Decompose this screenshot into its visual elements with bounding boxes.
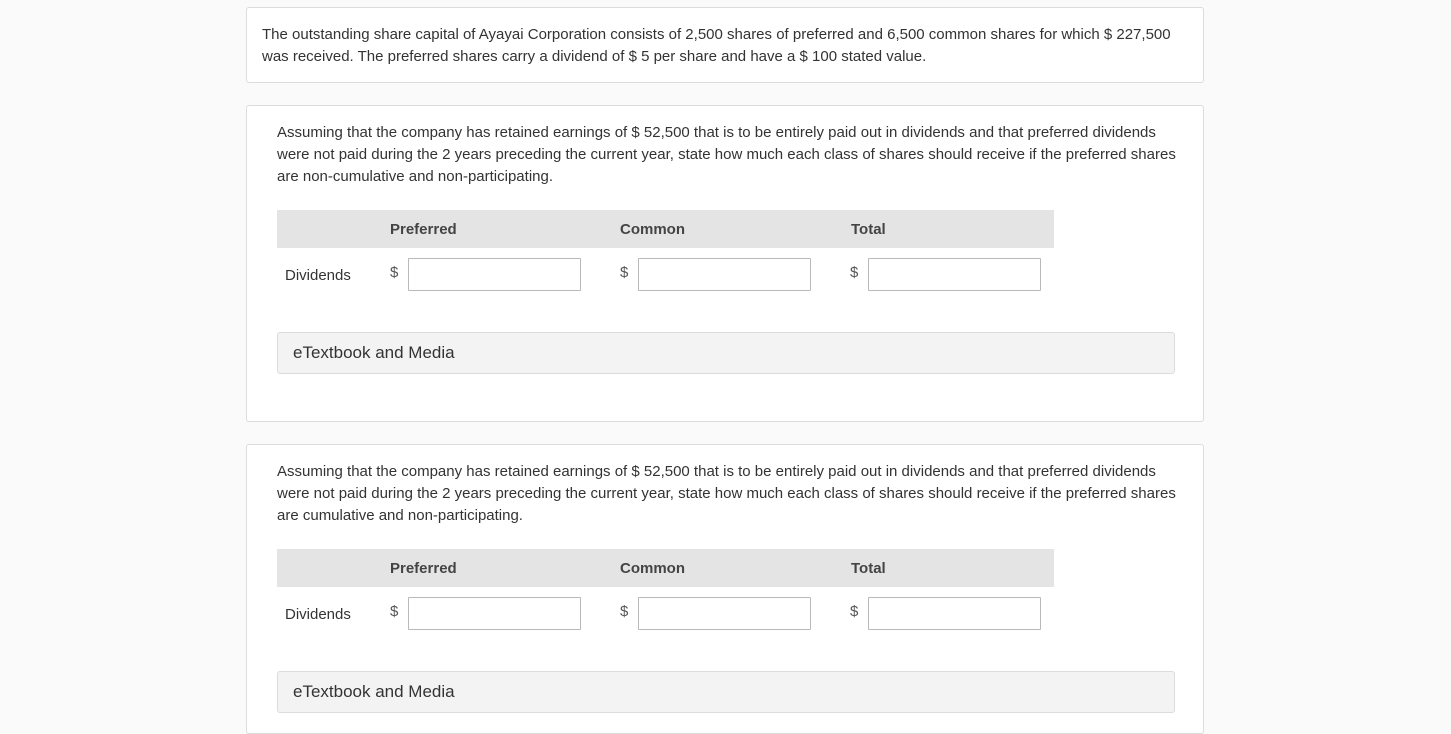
dollar-sign-preferred: $ xyxy=(390,264,399,281)
dollar-sign-total: $ xyxy=(850,264,859,281)
preferred-dividends-input[interactable] xyxy=(408,258,581,291)
header-common: Common xyxy=(620,221,685,238)
question-part-1 xyxy=(246,105,1204,422)
row-label-dividends: Dividends xyxy=(285,267,351,284)
problem-intro-text: The outstanding share capital of Ayayai Corporation consists of 2,500 shares of preferred and 6,500 common shares for which $ 227,500 was received. The preferred shares carry a dividend of $ 5 per share and have a $ 100 stated value. xyxy=(262,26,1171,65)
etextbook-media-link[interactable]: eTextbook and Media xyxy=(277,332,1175,374)
common-dividends-input[interactable] xyxy=(638,258,811,291)
header-preferred: Preferred xyxy=(390,560,457,577)
header-total: Total xyxy=(851,221,886,238)
header-preferred: Preferred xyxy=(390,221,457,238)
etextbook-media-link[interactable]: eTextbook and Media xyxy=(277,671,1175,713)
dollar-sign-total: $ xyxy=(850,603,859,620)
dollar-sign-common: $ xyxy=(620,603,629,620)
table-header xyxy=(277,210,1054,248)
preferred-dividends-input[interactable] xyxy=(408,597,581,630)
header-total: Total xyxy=(851,560,886,577)
total-dividends-input[interactable] xyxy=(868,258,1041,291)
header-common: Common xyxy=(620,560,685,577)
question-text: Assuming that the company has retained earnings of $ 52,500 that is to be entirely paid out in dividends and that preferred dividends were not paid during the 2 years preceding the current year, state how much each class of shares should receive if the preferred shares are non-cumulative and non-participating. xyxy=(277,124,1176,185)
problem-intro-card xyxy=(246,7,1204,83)
question-text: Assuming that the company has retained earnings of $ 52,500 that is to be entirely paid out in dividends and that preferred dividends were not paid during the 2 years preceding the current year, state how much each class of shares should receive if the preferred shares are cumulative and non-participating. xyxy=(277,463,1176,524)
question-part-2 xyxy=(246,444,1204,734)
total-dividends-input[interactable] xyxy=(868,597,1041,630)
dollar-sign-preferred: $ xyxy=(390,603,399,620)
table-header xyxy=(277,549,1054,587)
common-dividends-input[interactable] xyxy=(638,597,811,630)
dollar-sign-common: $ xyxy=(620,264,629,281)
row-label-dividends: Dividends xyxy=(285,606,351,623)
